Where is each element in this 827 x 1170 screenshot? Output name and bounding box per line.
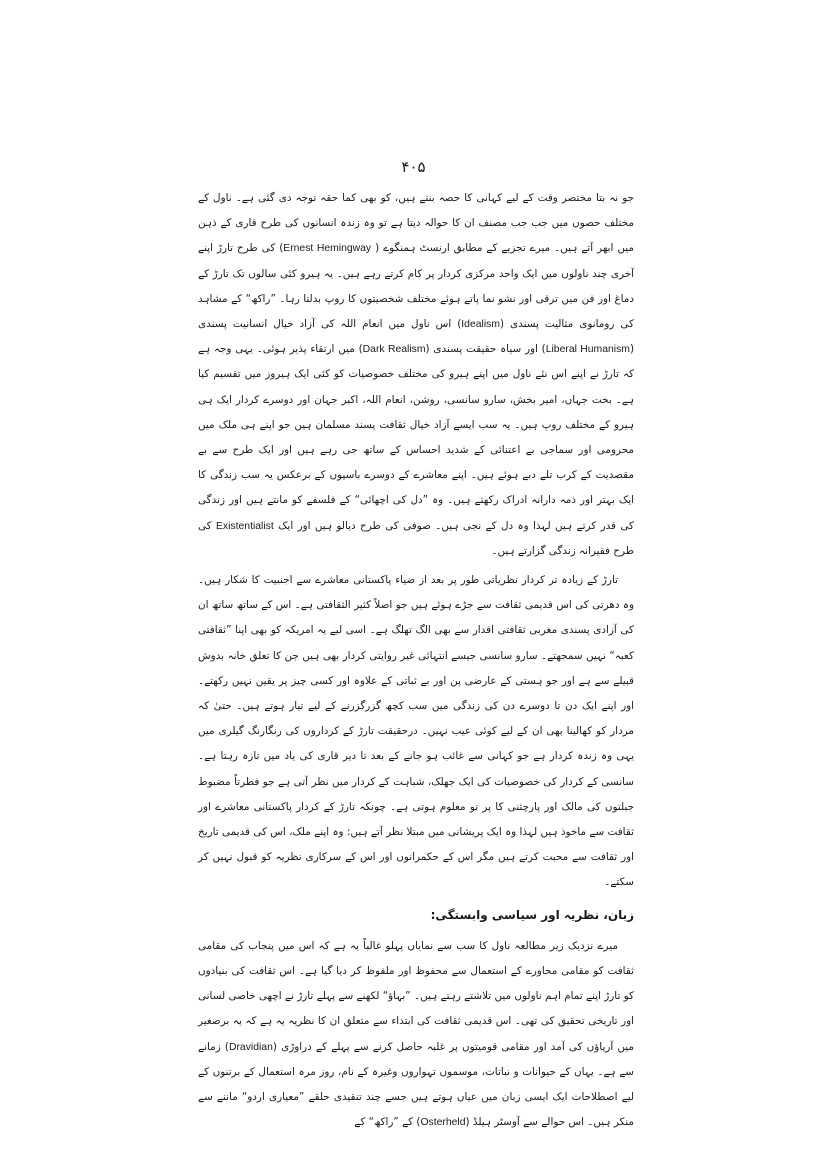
text-segment: تارڑ کے زیادہ تر کردار نظریاتی طور پر بعد از ضیاء پاکستانی معاشرے سے اجنبیت کا شکار ہیں۔ وہ دھرتی کی اس قدیمی ثقافت سے جڑے ہوئے ہیں جو اصلاً کثیر الثقافتی ہے۔ اس کے ساتھ ساتھ ان کی آزادی پسندی مغربی ثقافتی اقدار سے بھی الگ تھلگ ہے۔ اسی لیے یہ امریکہ کو بھی اپنا ”ثقافتی کعبہ“ نہیں سمجھتے۔ سارو سانسی جیسے انتہائی غیر روایتی کردار بھی ہیں جن کا تعلق خانہ بدوش قبیلے سے ہے اور جو ہستی کے عارضی پن اور بے ثباتی کے علاوہ اور کسی چیز پر یقین نہیں رکھتے۔ اور اپنے ایک دن تا دوسرے دن کی زندگی میں سب کچھ گزرگزرنے کے لیے تیار ہوتے ہیں۔ حتیٰ کہ مردار کو کھالینا بھی ان کے لیے کوئی عیب نہیں۔ درحقیقت تارڑ کے کرداروں کی رنگارنگ گیلری میں یہی وہ زندہ کردار ہے جو کہانی سے غائب ہو جانے کے بعد تا دیر قاری کی یاد میں تازہ رہتا ہے۔ سانسی کے کردار کی خصوصیات کی ایک جھلک، شباہت کے کردار میں نظر آتی ہے جو فطرتاً مضبوط جبلتوں کی مالک اور پارچثنی کا پر تو معلوم ہوتی ہے۔ چونکہ تارڑ کے کردار پاکستانی معاشرے اور ثقافت سے ماخوذ ہیں لہذا وہ ایک پریشانی میں مبتلا نظر آتے ہیں: وہ اپنے ملک، اس کی قدیمی تاریخ اور ثقافت سے محبت کرتے ہیں مگر اس کے حکمرانوں اور اس کے سرکاری نظریہ کو قبول نہیں کر سکتے۔ — [198, 574, 634, 889]
text-segment: ) اور سیاہ حقیقت پسندی ( — [425, 343, 546, 356]
text-segment: ) میں ارتقاء پذیر ہوئی۔ یہی وجہ ہے کہ تارڑ نے اپنے اس نئے ناول میں اپنے ہیرو کی مختلف خصوصیات کو کئی ایک ہیروز میں تقسیم کیا ہے۔ بخت جہاں، امیر بخش، سارو سانسی، روشن، انعام اللہ، اکبر جہان اور دوسرے کردار ایک ہی ہیرو کے مختلف روپ ہیں۔ یہ سب ایسے آزاد خیال ثقافت پسند مسلمان ہیں جو اپنے ہی ملک میں محرومی اور سماجی بے اعتنائی کے شدید احساس کے ساتھ جی رہے ہیں اور ایک طرح سے بے مقصدیت کے کرب تلے دبے ہوئے ہیں۔ اپنے معاشرے کے دوسرے باسیوں کے برعکس یہ سب زندگی کا ایک بہتر اور ذمہ دارانہ ادراک رکھتے ہیں۔ وہ ”دل کی اچھائی“ کے فلسفے کو مانتے ہیں اور زندگی کی قدر کرتے ہیں لہذا وہ دل کے نجی ہیں۔ صوفی کی طرح دیالو ہیں اور ایک — [198, 343, 634, 532]
english-term: Osterheld — [420, 1117, 466, 1129]
page-number: ۴۰۵ — [401, 158, 426, 176]
page-body — [198, 186, 634, 1135]
english-term: Ernest Hemingway — [283, 243, 372, 255]
paragraph-2 — [198, 568, 634, 896]
text-segment: ) زمانے سے ہے۔ یہاں کے حیوانات و نباتات، موسموں تہواروں وغیرہ کے نام، روز مرہ استعمال کے برتنوں کے لیے اصطلاحات ایک ایسی زبان میں عیاں ہوتے ہیں جسے چند تنقیدی حلقے ”معیاری اردو“ ماننے سے منکر ہیں۔ اس حوالے سے آوسٹر ہیلڈ ( — [198, 1040, 634, 1129]
english-term: Dravidian — [228, 1041, 273, 1053]
text-segment: میرے نزدیک زیر مطالعہ ناول کا سب سے نمایاں پہلو غالباً یہ ہے کہ اس میں پنجاب کی مقامی ثقافت کو مقامی محاورے کے استعمال سے محفوظ اور ملفوظ کر دیا گیا ہے۔ اس ثقافت کی بنیادوں کو تارڑ اپنے تمام اہم ناولوں میں تلاشتے رہتے ہیں۔ ”بہاؤ“ لکھنے سے پہلے تارڑ نے اچھی خاصی لسانی اور تاریخی تحقیق کی تھی۔ اس قدیمی ثقافت کی ابتداء سے متعلق ان کا نظریہ یہ ہے کہ یہ برصغیر میں آریاؤں کی آمد اور مقامی قومیتوں پر غلبہ حاصل کرنے سے پہلے کے دراوڑی ( — [198, 939, 635, 1053]
english-term: Existentialist — [216, 520, 274, 532]
text-segment: ) کے ”راکھ“ کے — [354, 1116, 421, 1129]
paragraph-1 — [198, 186, 634, 564]
paragraph-3 — [198, 934, 634, 1136]
text-segment: ) کی طرح تارڑ اپنے آخری چند ناولوں میں ایک واحد مرکزی کردار پر کام کرتے رہے ہیں۔ یہ ہیرو کئی سالوں تک تارڑ کے دماغ اور فن میں ترقی اور نشو نما پاتے ہوئے مختلف شخصیتوں کا روپ بدلتا رہا۔ ”راکھ“ کے مشاہد کی رومانوی مثالیت پسندی ( — [198, 242, 634, 331]
section-heading: زبان، نظریہ اور سیاسی وابستگی: — [430, 907, 634, 922]
english-term: Liberal Humanism — [545, 344, 630, 356]
text-segment: ) اس ناول میں انعام اللہ کی آزاد خیال انسانیت پسندی ( — [198, 318, 634, 356]
english-term: Dark Realism — [362, 344, 426, 356]
english-term: Idealism — [461, 319, 500, 331]
text-segment: کی طرح فقیرانہ زندگی گزارتے ہیں۔ — [198, 519, 634, 557]
text-segment: جو نہ بتا مختصر وقت کے لیے کہانی کا حصہ بنتے ہیں، کو بھی کما حقہ توجہ دی گئی ہے۔ ناول کے مختلف حصوں میں جب جب مصنف ان کا حوالہ دیتا ہے تو وہ زندہ انسانوں کی طرح قاری کے ذہن میں ابھر آتے ہیں۔ میرے تجزیے کے مطابق ارنسٹ ہمنگوے ( — [198, 192, 634, 255]
